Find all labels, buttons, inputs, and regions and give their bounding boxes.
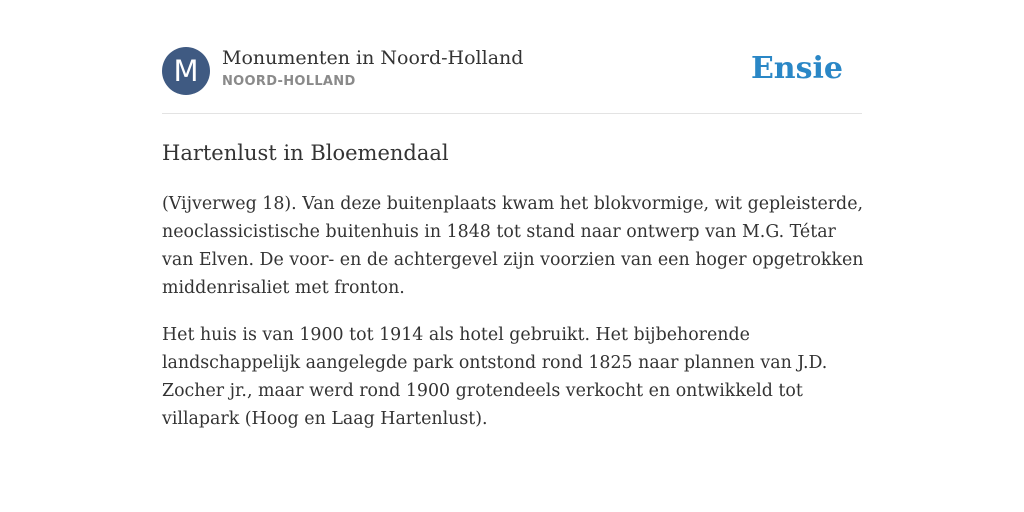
source-subtitle: NOORD-HOLLAND <box>222 74 356 89</box>
article-title: Hartenlust in Bloemendaal <box>162 141 449 165</box>
paragraph: Het huis is van 1900 tot 1914 als hotel gebruikt. Het bijbehorende landschappelijk aangelegde park ontstond rond 1825 naar plannen van J.D. Zocher jr., maar werd rond 1900 grotendeels verkocht en ontwikkeld tot villapark (Hoog en Laag Hartenlust). <box>162 325 828 429</box>
avatar[interactable]: M <box>162 47 210 95</box>
article-body <box>162 190 868 452</box>
source-title[interactable]: Monumenten in Noord-Holland <box>222 47 524 69</box>
source-header <box>162 46 862 96</box>
divider <box>162 113 862 114</box>
brand-logo[interactable]: Ensie <box>750 51 843 86</box>
paragraph: (Vijverweg 18). Van deze buitenplaats kwam het blokvormige, wit gepleisterde, neoclassicistische buitenhuis in 1848 tot stand naar ontwerp van M.G. Tétar van Elven. De voor- en de achtergevel zijn voorzien van een hoger opgetrokken middenrisaliet met fronton. <box>162 194 864 298</box>
